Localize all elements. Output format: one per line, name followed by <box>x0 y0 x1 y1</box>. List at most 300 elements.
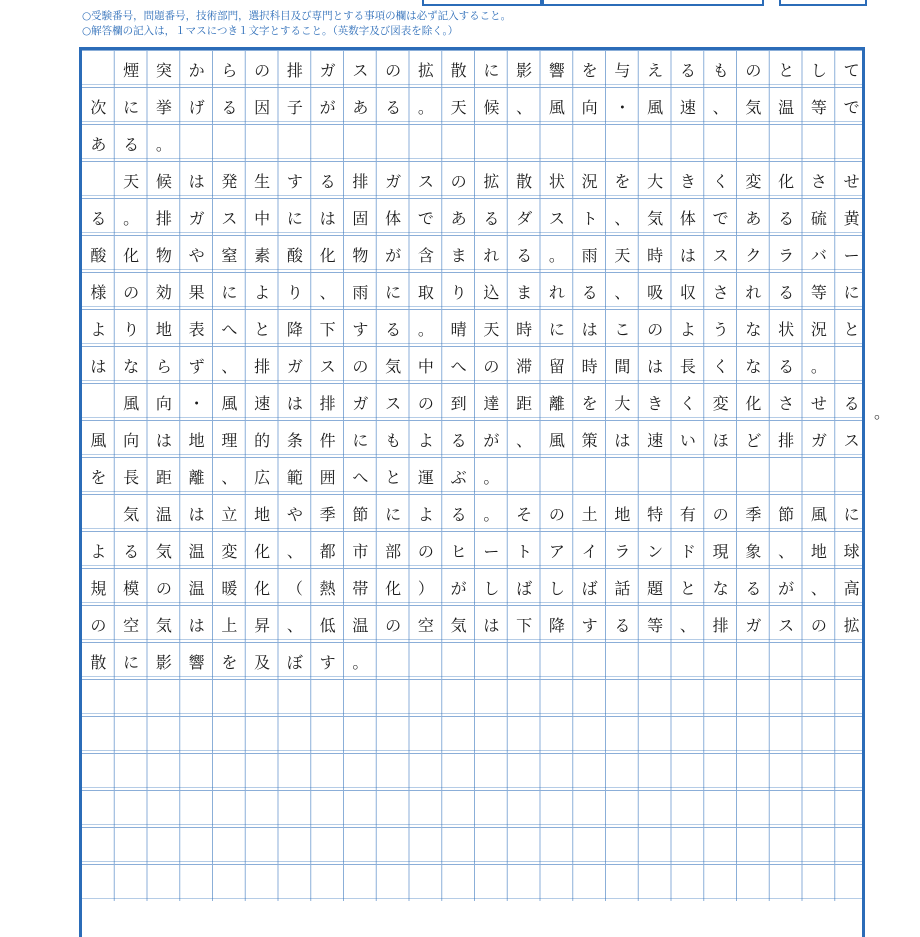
grid-cell: で <box>417 209 434 228</box>
grid-cell: 、 <box>286 616 303 635</box>
grid-cell: は <box>679 246 696 265</box>
grid-cell: 滞 <box>516 357 533 376</box>
grid-cell: は <box>90 357 107 376</box>
grid-cell: 候 <box>483 98 500 117</box>
grid-cell: を <box>614 172 631 191</box>
grid-cell: 気 <box>385 357 402 376</box>
grid-cell: の <box>810 616 827 635</box>
grid-cell: 離 <box>548 394 565 413</box>
grid-cell: ア <box>548 542 565 561</box>
grid-cell: 化 <box>385 579 402 598</box>
grid-row <box>82 346 865 383</box>
grid-cell: よ <box>679 320 696 339</box>
grid-cell: 固 <box>352 209 369 228</box>
grid-cell: 等 <box>810 98 827 117</box>
grid-cell: 酸 <box>286 246 303 265</box>
grid-cell: 風 <box>123 394 140 413</box>
grid-row <box>82 531 865 568</box>
grid-cell: よ <box>90 320 107 339</box>
grid-cell: な <box>745 357 762 376</box>
grid-cell: り <box>286 283 303 302</box>
grid-row <box>82 50 865 87</box>
grid-cell: 有 <box>679 505 696 524</box>
grid-cell: る <box>778 357 795 376</box>
grid-cell: 題 <box>647 579 664 598</box>
grid-cell: 、 <box>516 431 533 450</box>
grid-cell: ば <box>581 579 598 598</box>
grid-cell: は <box>483 616 500 635</box>
grid-cell: と <box>254 320 271 339</box>
grid-cell: ス <box>417 172 434 191</box>
grid-cell: 気 <box>450 616 467 635</box>
grid-cell: す <box>581 616 598 635</box>
grid-cell: を <box>90 468 107 487</box>
grid-cell: げ <box>188 98 205 117</box>
grid-cell: る <box>483 209 500 228</box>
grid-cell: 大 <box>647 172 664 191</box>
grid-cell: 散 <box>90 653 107 672</box>
grid-cell: ガ <box>188 209 205 228</box>
grid-cell: 季 <box>319 505 336 524</box>
grid-cell: 。 <box>352 653 369 672</box>
grid-cell: る <box>843 394 860 413</box>
grid-cell: で <box>843 98 860 117</box>
grid-cell: 留 <box>548 357 565 376</box>
grid-cell: 風 <box>647 98 664 117</box>
grid-cell: す <box>319 653 336 672</box>
grid-cell: る <box>745 579 762 598</box>
grid-cell: 到 <box>450 394 467 413</box>
grid-cell: 表 <box>188 320 205 339</box>
grid-cell: 温 <box>778 98 795 117</box>
grid-cell: 収 <box>679 283 696 302</box>
answer-grid <box>79 47 865 937</box>
grid-cell: れ <box>745 283 762 302</box>
grid-cell: ト <box>581 209 598 228</box>
grid-cell: ガ <box>385 172 402 191</box>
grid-cell: 熱 <box>319 579 336 598</box>
grid-cell: 硫 <box>810 209 827 228</box>
grid-cell: 大 <box>614 394 631 413</box>
grid-cell: 状 <box>778 320 795 339</box>
grid-cell: 長 <box>123 468 140 487</box>
grid-cell: 天 <box>614 246 631 265</box>
grid-cell: 拡 <box>483 172 500 191</box>
grid-cell: 。 <box>548 246 565 265</box>
grid-cell: 風 <box>548 98 565 117</box>
grid-cell: す <box>352 320 369 339</box>
grid-cell: 時 <box>581 357 598 376</box>
grid-cell: ・ <box>188 394 205 413</box>
grid-cell: 変 <box>221 542 238 561</box>
grid-cell: バ <box>810 246 827 265</box>
grid-cell: せ <box>843 172 860 191</box>
grid-cell: ず <box>188 357 205 376</box>
grid-cell: 速 <box>679 98 696 117</box>
grid-cell: 込 <box>483 283 500 302</box>
grid-cell: 果 <box>188 283 205 302</box>
grid-cell: 晴 <box>450 320 467 339</box>
grid-cell: 範 <box>286 468 303 487</box>
grid-cell: ス <box>319 357 336 376</box>
grid-cell: 速 <box>647 431 664 450</box>
grid-cell: 向 <box>123 431 140 450</box>
grid-cell: 空 <box>123 616 140 635</box>
grid-cell: 、 <box>810 579 827 598</box>
grid-cell: 立 <box>221 505 238 524</box>
grid-cell: る <box>90 209 107 228</box>
grid-row <box>82 753 865 790</box>
grid-cell: は <box>188 505 205 524</box>
grid-cell: の <box>548 505 565 524</box>
grid-row <box>82 383 865 420</box>
grid-cell: 黄 <box>843 209 860 228</box>
grid-cell: 、 <box>319 283 336 302</box>
grid-cell: な <box>712 579 729 598</box>
grid-cell: さ <box>810 172 827 191</box>
grid-cell: る <box>123 135 140 154</box>
grid-cell: 暖 <box>221 579 238 598</box>
grid-cell: 排 <box>778 431 795 450</box>
grid-cell: ス <box>352 61 369 80</box>
grid-cell: る <box>319 172 336 191</box>
grid-cell: て <box>843 61 860 80</box>
grid-cell: 規 <box>90 579 107 598</box>
grid-row <box>82 716 865 753</box>
grid-cell: 、 <box>221 468 238 487</box>
grid-cell: 長 <box>679 357 696 376</box>
grid-cell: あ <box>450 209 467 228</box>
grid-cell: と <box>778 61 795 80</box>
grid-cell: る <box>778 209 795 228</box>
grid-cell: 、 <box>679 616 696 635</box>
grid-cell: 天 <box>450 98 467 117</box>
grid-cell: 化 <box>123 246 140 265</box>
grid-row <box>82 457 865 494</box>
grid-cell: 速 <box>254 394 271 413</box>
grid-cell: 向 <box>581 98 598 117</box>
grid-cell: ン <box>647 542 664 561</box>
grid-cell: れ <box>483 246 500 265</box>
grid-cell: 温 <box>188 542 205 561</box>
grid-cell: え <box>647 61 664 80</box>
grid-cell: 、 <box>516 98 533 117</box>
grid-cell: に <box>352 431 369 450</box>
grid-cell: 風 <box>221 394 238 413</box>
grid-cell: ぶ <box>450 468 467 487</box>
grid-cell: 特 <box>647 505 664 524</box>
grid-cell: に <box>385 505 402 524</box>
grid-row <box>82 420 865 457</box>
grid-cell: 時 <box>516 320 533 339</box>
grid-cell: 拡 <box>843 616 860 635</box>
grid-cell: ー <box>483 542 500 561</box>
grid-cell: あ <box>745 209 762 228</box>
grid-cell <box>82 162 115 199</box>
grid-row <box>82 568 865 605</box>
grid-cell: 物 <box>352 246 369 265</box>
grid-cell: が <box>385 246 402 265</box>
grid-cell: に <box>286 209 303 228</box>
grid-cell: 策 <box>581 431 598 450</box>
grid-cell: 化 <box>254 542 271 561</box>
grid-cell: 排 <box>319 394 336 413</box>
grid-cell: さ <box>778 394 795 413</box>
grid-row <box>82 605 865 642</box>
grid-cell: 況 <box>581 172 598 191</box>
grid-cell: の <box>385 616 402 635</box>
grid-row <box>82 494 865 531</box>
grid-cell: る <box>581 283 598 302</box>
instructions <box>82 9 882 39</box>
grid-cell: は <box>188 616 205 635</box>
grid-cell: ガ <box>810 431 827 450</box>
grid-cell: ら <box>155 357 172 376</box>
grid-cell <box>82 51 115 88</box>
grid-cell: 酸 <box>90 246 107 265</box>
grid-cell: 排 <box>286 61 303 80</box>
grid-cell: 散 <box>516 172 533 191</box>
grid-cell: の <box>352 357 369 376</box>
grid-cell: の <box>712 505 729 524</box>
grid-cell: の <box>417 394 434 413</box>
grid-cell: 窒 <box>221 246 238 265</box>
grid-cell: 体 <box>385 209 402 228</box>
grid-cell: 条 <box>286 431 303 450</box>
grid-cell: 向 <box>155 394 172 413</box>
grid-cell: 。 <box>417 320 434 339</box>
grid-cell: ト <box>516 542 533 561</box>
grid-cell: 時 <box>647 246 664 265</box>
grid-cell: く <box>712 172 729 191</box>
grid-cell <box>82 495 115 532</box>
grid-cell: 気 <box>155 616 172 635</box>
grid-cell: ガ <box>352 394 369 413</box>
grid-cell: さ <box>712 283 729 302</box>
grid-cell: ガ <box>286 357 303 376</box>
grid-cell: う <box>712 320 729 339</box>
grid-cell: の <box>745 61 762 80</box>
grid-cell: を <box>221 653 238 672</box>
grid-cell: 空 <box>417 616 434 635</box>
grid-cell: と <box>385 468 402 487</box>
grid-cell: 下 <box>319 320 336 339</box>
grid-cell: 及 <box>254 653 271 672</box>
grid-cell: に <box>483 61 500 80</box>
instruction-note: ○受験番号，問題番号，技術部門，選択科目及び専門とする事項の欄は必ず記入すること。 <box>82 10 512 22</box>
grid-cell: 素 <box>254 246 271 265</box>
grid-cell: 化 <box>745 394 762 413</box>
grid-cell: 囲 <box>319 468 336 487</box>
grid-row <box>82 827 865 864</box>
grid-cell: き <box>679 172 696 191</box>
grid-cell: の <box>123 283 140 302</box>
grid-cell: 件 <box>319 431 336 450</box>
grid-cell: ま <box>450 246 467 265</box>
grid-cell: イ <box>581 542 598 561</box>
grid-cell: 挙 <box>155 98 172 117</box>
grid-cell: る <box>516 246 533 265</box>
grid-cell: 的 <box>254 431 271 450</box>
grid-cell: を <box>581 394 598 413</box>
grid-cell: 地 <box>614 505 631 524</box>
grid-cell: よ <box>90 542 107 561</box>
grid-cell: る <box>123 542 140 561</box>
grid-cell: ス <box>712 246 729 265</box>
grid-cell: の <box>483 357 500 376</box>
grid-cell: 風 <box>548 431 565 450</box>
grid-cell: ど <box>745 431 762 450</box>
grid-cell: 化 <box>319 246 336 265</box>
grid-cell: 変 <box>745 172 762 191</box>
grid-cell: 様 <box>90 283 107 302</box>
grid-cell: 発 <box>221 172 238 191</box>
grid-cell: 節 <box>352 505 369 524</box>
grid-cell: ス <box>548 209 565 228</box>
grid-cell: 達 <box>483 394 500 413</box>
grid-cell: す <box>286 172 303 191</box>
grid-cell: は <box>581 320 598 339</box>
grid-cell: ラ <box>614 542 631 561</box>
grid-row <box>82 161 865 198</box>
grid-cell: な <box>123 357 140 376</box>
grid-cell: 距 <box>155 468 172 487</box>
grid-cell: く <box>679 394 696 413</box>
grid-cell: （ <box>286 579 303 598</box>
grid-cell: 。 <box>810 357 827 376</box>
grid-cell: る <box>450 505 467 524</box>
grid-cell: 天 <box>483 320 500 339</box>
grid-cell: し <box>483 579 500 598</box>
grid-cell: 広 <box>254 468 271 487</box>
grid-cell: ス <box>843 431 860 450</box>
grid-cell: り <box>450 283 467 302</box>
grid-cell: る <box>385 320 402 339</box>
grid-cell: ま <box>516 283 533 302</box>
grid-cell: 候 <box>155 172 172 191</box>
grid-cell: の <box>417 542 434 561</box>
grid-cell: 昇 <box>254 616 271 635</box>
grid-cell: 球 <box>843 542 860 561</box>
grid-cell: る <box>778 283 795 302</box>
grid-cell: ダ <box>516 209 533 228</box>
grid-cell: 散 <box>450 61 467 80</box>
grid-cell: 象 <box>745 542 762 561</box>
grid-cell: の <box>254 61 271 80</box>
grid-cell: に <box>843 283 860 302</box>
grid-cell: 排 <box>254 357 271 376</box>
grid-cell: ス <box>385 394 402 413</box>
grid-cell: ガ <box>319 61 336 80</box>
grid-cell: 低 <box>319 616 336 635</box>
grid-cell: が <box>483 431 500 450</box>
grid-cell: れ <box>548 283 565 302</box>
grid-cell: 土 <box>581 505 598 524</box>
grid-row <box>82 198 865 235</box>
grid-cell: 化 <box>254 579 271 598</box>
grid-cell: が <box>319 98 336 117</box>
grid-cell: 。 <box>417 98 434 117</box>
grid-cell: 気 <box>123 505 140 524</box>
grid-row <box>82 124 865 161</box>
grid-cell: は <box>286 394 303 413</box>
grid-cell: や <box>286 505 303 524</box>
grid-cell: し <box>810 61 827 80</box>
grid-cell: の <box>647 320 664 339</box>
grid-cell: 状 <box>548 172 565 191</box>
grid-cell: せ <box>810 394 827 413</box>
grid-row <box>82 679 865 716</box>
grid-cell: ガ <box>745 616 762 635</box>
grid-cell: 、 <box>221 357 238 376</box>
grid-row <box>82 235 865 272</box>
grid-cell: 因 <box>254 98 271 117</box>
grid-cell: に <box>385 283 402 302</box>
grid-cell: 与 <box>614 61 631 80</box>
grid-cell: 現 <box>712 542 729 561</box>
grid-cell: 、 <box>712 98 729 117</box>
form-field-box <box>542 0 764 6</box>
grid-cell: へ <box>221 320 238 339</box>
grid-cell: 模 <box>123 579 140 598</box>
grid-cell: 排 <box>712 616 729 635</box>
grid-cell: 子 <box>286 98 303 117</box>
grid-row <box>82 642 865 679</box>
grid-cell: に <box>548 320 565 339</box>
grid-cell: 都 <box>319 542 336 561</box>
grid-cell: 、 <box>614 209 631 228</box>
grid-cell: 運 <box>417 468 434 487</box>
grid-cell: 生 <box>254 172 271 191</box>
grid-cell: 雨 <box>352 283 369 302</box>
grid-row <box>82 309 865 346</box>
grid-cell: 中 <box>254 209 271 228</box>
grid-row <box>82 864 865 901</box>
grid-cell: に <box>843 505 860 524</box>
grid-cell: よ <box>417 505 434 524</box>
grid-cell: 況 <box>810 320 827 339</box>
grid-cell: 排 <box>352 172 369 191</box>
grid-cell: は <box>647 357 664 376</box>
grid-cell: ぼ <box>286 653 303 672</box>
grid-cell: し <box>548 579 565 598</box>
grid-cell: 響 <box>188 653 205 672</box>
grid-cell: る <box>385 98 402 117</box>
grid-cell: 部 <box>385 542 402 561</box>
grid-cell: 突 <box>155 61 172 80</box>
grid-cell: 含 <box>417 246 434 265</box>
grid-cell: な <box>745 320 762 339</box>
grid-cell <box>82 384 115 421</box>
grid-cell: 体 <box>679 209 696 228</box>
grid-cell: の <box>90 616 107 635</box>
grid-cell: 気 <box>647 209 664 228</box>
grid-cell: 理 <box>221 431 238 450</box>
grid-cell: 季 <box>745 505 762 524</box>
grid-cell: 帯 <box>352 579 369 598</box>
grid-cell: 、 <box>286 542 303 561</box>
grid-cell: 市 <box>352 542 369 561</box>
grid-cell: へ <box>352 468 369 487</box>
grid-cell: る <box>450 431 467 450</box>
grid-cell: り <box>123 320 140 339</box>
grid-cell: 地 <box>254 505 271 524</box>
grid-cell: あ <box>352 98 369 117</box>
grid-cell: 雨 <box>581 246 598 265</box>
grid-cell: 降 <box>286 320 303 339</box>
grid-cell: 高 <box>843 579 860 598</box>
grid-cell: 風 <box>810 505 827 524</box>
